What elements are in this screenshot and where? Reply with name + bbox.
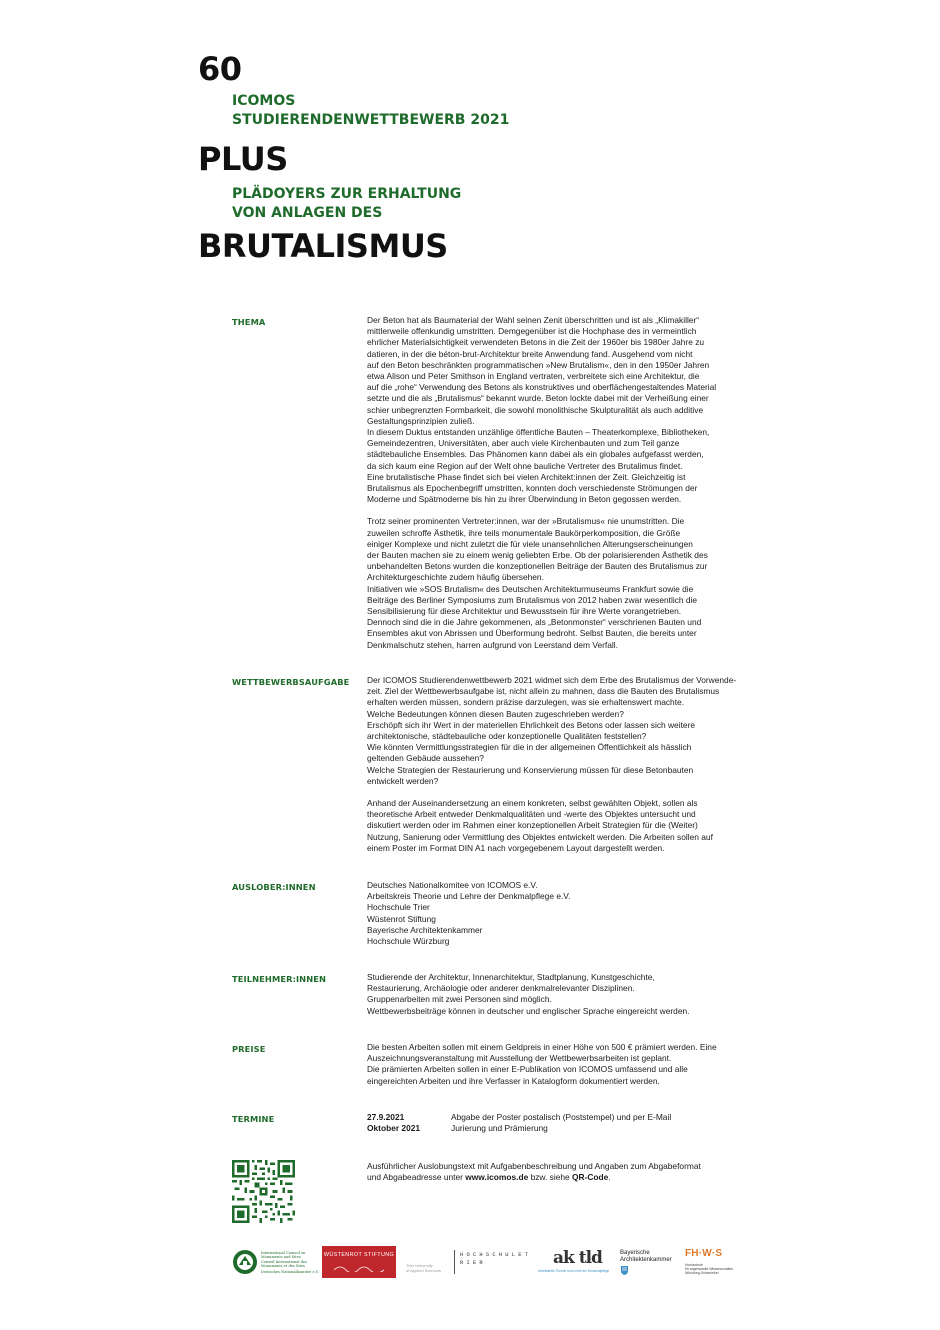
footer-note-line-2 (367, 1172, 747, 1183)
footer-note-mid: bzw. siehe (528, 1172, 573, 1183)
termine-row (367, 1112, 671, 1123)
icomos-text-3: Deutsches Nationalkomitee e.V. (261, 1270, 319, 1274)
fhws-sub-2: für angewandte Wissenschaften (685, 1267, 734, 1271)
hochschule-trier-logo (404, 1246, 529, 1278)
icomos-text-2: Conseil International des Monuments et des Sites (261, 1260, 307, 1269)
bayern-text-1: Bayerische (620, 1250, 650, 1256)
termine-date: Oktober 2021 (367, 1123, 421, 1134)
trier-small-text-1: Trier University (406, 1263, 433, 1268)
footer-note-line-1: Ausführlicher Auslobungstext mit Aufgabenbeschreibung und Angaben zum Abgabeformat (367, 1161, 701, 1171)
trier-divider (454, 1250, 455, 1274)
termine-row (367, 1123, 671, 1134)
org-line-1: ICOMOS (232, 93, 296, 109)
section-label-termine: TERMINE (232, 1114, 275, 1124)
section-text-auslober (367, 880, 747, 947)
section-text-aufgabe (367, 675, 747, 854)
aktld-subtitle: Arbeitskreis Theorie und Lehre der Denkmalpflege (538, 1269, 610, 1273)
bayerische-architektenkammer-logo (620, 1246, 680, 1278)
fhws-sub-1: Hochschule (685, 1263, 703, 1267)
icomos-logo (232, 1246, 318, 1278)
bayern-text-2: Architektenkammer (620, 1257, 672, 1263)
aufgabe-paragraph-1: Der ICOMOS Studierendenwettbewerb 2021 widmet sich dem Erbe des Brutalismus der Vorwende- zeit. Ziel der Wettbewerbsaufgabe ist, nicht allein zu mahnen, dass die Bauten des Brutalismus erhalten werden müssen, sondern präzise darzulegen, was sie erhaltenswert machte. Welche Bedeutungen können diesen Bauten zugeschrieben werden? Erschöpft sich ihr Wert in der materiellen Ehrlichkeit des Betons oder lassen sich weitere architektonische, städtebauliche oder konzeptionelle Qualitäten feststellen? Wie könnten Vermittlungsstrategien für die in der allgemeinen Öffentlichkeit als hässlich geltenden Gebäude aussehen? Welche Strategien der Restaurierung und Konservierung müssen für diese Betonbauten entwickelt werden? (367, 675, 737, 786)
section-text-thema (367, 315, 747, 651)
wuestenrot-wave-icon (334, 1264, 384, 1272)
bavaria-shield-icon (621, 1266, 628, 1275)
org-line-2: STUDIERENDENWETTBEWERB 2021 (232, 112, 510, 128)
aktld-logo (536, 1246, 614, 1278)
preise-paragraph: Die besten Arbeiten sollen mit einem Geldpreis in einer Höhe von 500 € prämiert werden. Eine Auszeichnungsveranstaltung mit Ausstellung der Wettbewerbsarbeiten ist geplant. Die prämierten Arbeiten sollen in einer E-Publikation von ICOMOS umfassend und alle eingereichten Arbeiten und ihre Verfasser in Katalogform dokumentiert werden. (367, 1042, 717, 1086)
number-60: 60 (198, 50, 242, 88)
icomos-link[interactable]: www.icomos.de (465, 1172, 529, 1183)
trier-letters: H O C H S C H U L E T R I E R (460, 1252, 528, 1266)
termine-table (367, 1112, 671, 1134)
footer-note-end: . (608, 1172, 611, 1183)
termine-text: Abgabe der Poster postalisch (Poststempel) und per E-Mail (451, 1112, 672, 1122)
section-text-teilnehmer (367, 972, 747, 1017)
subtitle-line-1: PLÄDOYERS ZUR ERHALTUNG (232, 186, 462, 202)
section-label-preise: PREISE (232, 1044, 266, 1054)
wuestenrot-logo (322, 1246, 396, 1278)
auslober-list: Deutsches Nationalkomitee von ICOMOS e.V. Arbeitskreis Theorie und Lehre der Denkmalpflege e.V. Hochschule Trier Wüstenrot Stiftung Bayerische Architektenkammer Hochschule Würzburg (367, 880, 571, 947)
aufgabe-paragraph-2: Anhand der Auseinandersetzung an einem konkreten, selbst gewählten Objekt, sollen als theoretische Arbeit entweder Denkmalqualitäten und -werte des Objektes untersucht und diskutiert werden oder im Rahmen einer konzeptionellen Arbeit Strategien für die (Weiter) Nutzung, Sanierung oder Vermittlung des Objektes entwickelt werden. Die Arbeiten sollen auf einem Poster im Format DIN A1 nach vorgegebenem Layout dargestellt werden. (367, 798, 713, 853)
footer-note (367, 1161, 747, 1183)
sponsor-logo-bar (232, 1246, 744, 1278)
section-label-auslober: AUSLOBER:INNEN (232, 882, 316, 892)
icomos-text-1: International Council on Monuments and Sites (261, 1251, 306, 1260)
section-label-teilnehmer: TEILNEHMER:INNEN (232, 974, 327, 984)
aktld-wordmark: ak tld (553, 1248, 602, 1268)
fhws-logo (685, 1246, 744, 1278)
teilnehmer-paragraph: Studierende der Architektur, Innenarchitektur, Stadtplanung, Kunstgeschichte, Restaurierung, Archäologie oder anderer denkmalrelevanter Disziplinen. Gruppenarbeiten mit zwei Personen sind möglich. Wettbewerbsbeiträge können in deutscher und englischer Sprache eingereicht werden. (367, 972, 690, 1016)
wuestenrot-text: WÜSTENROT STIFTUNG (323, 1252, 395, 1258)
qr-code[interactable] (232, 1160, 295, 1223)
fhws-sub-3: Würzburg-Schweinfurt (685, 1271, 719, 1275)
termine-date: 27.9.2021 (367, 1112, 405, 1122)
qr-code-reference: QR-Code (572, 1172, 609, 1183)
section-text-preise (367, 1042, 747, 1087)
section-label-aufgabe: WETTBEWERBSAUFGABE (232, 677, 350, 687)
icomos-emblem-icon (232, 1249, 258, 1275)
subtitle-line-2: VON ANLAGEN DES (232, 205, 383, 221)
thema-paragraph-2: Trotz seiner prominenten Vertreter:innen, war der »Brutalismus« nie unumstritten. Die zuweilen schroffe Ästhetik, ihre teils monumentale Baukörperkomposition, die Größe einiger Komplexe und nicht zuletzt die für viele unansehnlichen Alterungserscheinungen der Bauten machen sie zu einem wenig geliebten Erbe. Ob der polarisierenden Ästhetik des unbehandelten Betons wurden die konzeptionellen Beiträge der Bauten des Brutalismus zur Architekturgeschichte zudem häufig übersehen. Initiativen wie »SOS Brutalism« des Deutschen Architekturmuseums Frankfurt sowie die Beiträge des Berliner Symposiums zum Brutalismus von 2012 haben zwar wesentlich die Sensibilisierung für diese Architektur und Bewusstsein für ihre Werte vorangetrieben. Dennoch sind die in die Jahre gekommenen, als „Betonmonster“ verschrienen Bauten und Ensembles akut von Abrissen und Überformung bedroht. Selbst Bauten, die bereits unter Denkmalschutz stehen, harren aufgrund von Leerstand dem Verfall. (367, 516, 708, 650)
section-label-thema: THEMA (232, 317, 266, 327)
footer-note-pre: und Abgabeadresse unter (367, 1172, 466, 1183)
plus-heading: PLUS (198, 140, 288, 178)
page-title: BRUTALISMUS (198, 227, 448, 265)
trier-small-text-2: of Applied Sciences (406, 1268, 441, 1273)
fhws-wordmark: FH·W·S (685, 1248, 723, 1259)
thema-paragraph-1: Der Beton hat als Baumaterial der Wahl seinen Zenit überschritten und ist als „Klimakiller“ mittlerweile offenkundig umstritten. Demgegenüber ist die Hochphase des in vermeintlich ehrlicher Materialsichtigkeit verwendeten Betons in die Zeit der 1960er bis 1980er Jahre zu datieren, in der die béton-brut-Architektur breite Anwendung fand. Ausgehend vom nicht auf den Beton beschränkten programmatischen »New Brutalism«, den in den 1950er Jahren etwa Alison und Peter Smithson in England vertraten, verbreitete sich eine Architektur, die auf die „rohe“ Verwendung des Betons als konstruktives und oberflächengestaltendes Material setzte und die als „Brutalismus“ bekannt wurde. Beton lockte dabei mit der Verheißung einer schier unbegrenzten Formbarkeit, die sowohl monolithische Skulpturalität als auch additive Gestaltungsprinzipien zuließ. In diesem Duktus entstanden unzählige öffentliche Bauten – Theaterkomplexe, Bibliotheken, Gemeindezentren, Universitäten, aber auch viele Kirchenbauten und zum Teil ganze städtebauliche Ensembles. Das Phänomen kann dabei als ein globales aufgefasst werden, da sich kaum eine Region auf der Welt ohne bauliche Vertreter des Brutalimus findet. Eine brutalistische Phase findet sich bei vielen Architekt:innen der Zeit. Gleichzeitig ist Brutalismus als Epochenbegriff umstritten, konnten doch verschiedenste Strömungen der Moderne und Spätmoderne bis hin zu ihrer Überwindung in Beton gegossen werden. (367, 315, 717, 505)
termine-text: Jurierung und Prämierung (451, 1123, 548, 1134)
